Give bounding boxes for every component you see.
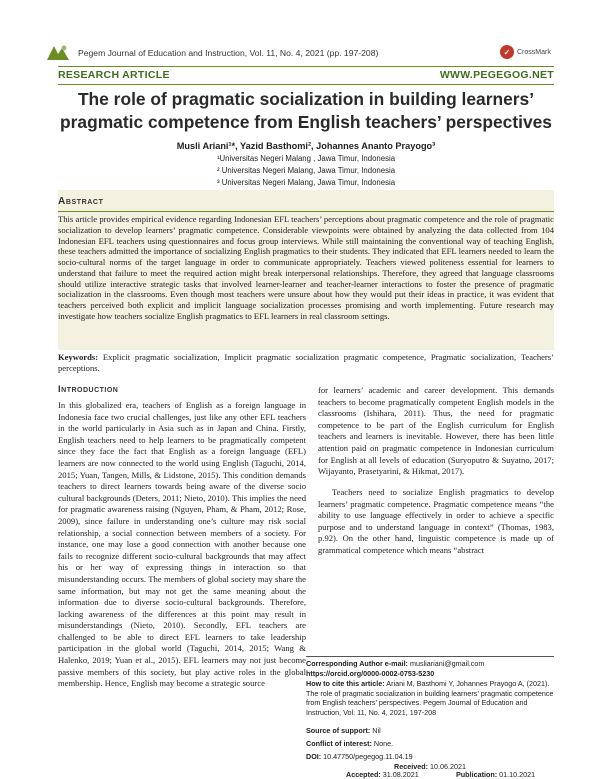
- source-of-support: [306, 726, 554, 736]
- corr-email[interactable]: musliariani@gmail.com: [409, 659, 485, 668]
- author-list: Musli Ariani¹*, Yazid Basthomi², Johannes Ananto Prayogo³: [176, 141, 436, 151]
- affiliation-3: ³ Universitas Negeri Malang, Jawa Timur, Indonesia: [216, 178, 396, 187]
- introduction-right-paragraph-2: Teachers need to socialize English pragmatics to develop learners’ pragmatic competence. Pragmatic competence means “the ability to use language effectively in order to achieve a specific purpose and to understand language in context” (Thomas, 1983, p.92). On the other hand, linguistic competence is made up of grammatical competence which means “abstract: [318, 487, 554, 555]
- conflict-label: Conflict of interest:: [306, 739, 372, 748]
- affiliation-1: ¹Universitas Negeri Malang , Jawa Timur, Indonesia: [216, 154, 396, 163]
- doi: [306, 752, 554, 762]
- affiliation-2: ² Universitas Negeri Malang, Jawa Timur, Indonesia: [216, 166, 396, 175]
- doi-value[interactable]: 10.47750/pegegog.11.04.19: [323, 752, 413, 761]
- keywords: [58, 352, 554, 374]
- support-value: Nil: [372, 726, 381, 735]
- support-label: Source of support:: [306, 726, 371, 735]
- article-title: The role of pragmatic socialization in building learners’ pragmatic competence from English teachers’ perspectives: [60, 89, 552, 132]
- journal-logo: [44, 42, 72, 64]
- citation: [306, 679, 554, 717]
- abstract-heading: Abstract: [58, 196, 104, 207]
- received-value: 10.06.2021: [429, 762, 466, 771]
- journal-website-link[interactable]: WWW.PEGEGOG.NET: [439, 69, 554, 81]
- abstract-text: This article provides empirical evidence regarding Indonesian EFL teachers’ perceptions about pragmatic competence and the role of pragmatic socialization to develop learners’ pragmatic competence. Considerable viewpoints were obtained by analyzing the data collected from 104 Indonesian EFL teachers using questionnaires and focus group interviews. While still maintaining the conventional way of teaching English, these teachers admitted the importance of socializing English pragmatics to their students. They indicated that EFL learners needed to learn the socio-cultural norms of the target language in order to communicate appropriately. Teachers viewed politeness essential for learners to understand that failure to meet the required action might break interpersonal relationships. Therefore, they agreed that language classrooms should utilize interactive strategic tasks that involved learner-learner and teacher-learner interactions to foster the presence of pragmatic socialization in the classrooms. Even though most teachers were unsure about how they would put their ideas in practice, it was evident that teachers perceived both explicit and implicit language socialization processes promising and worth implementing. Future research may investigate how teachers socialize English pragmatics to EFL learners in real classroom settings.: [58, 214, 554, 321]
- section-bar-rule: [58, 84, 554, 85]
- publication-value: 01.10.2021: [499, 770, 536, 779]
- accepted-date: [346, 770, 419, 779]
- introduction-left-column: In this globalized era, teachers of English as a foreign language in Indonesia face two crucial challenges, just like any other EFL teachers in the world particularly in Asia such as in Japan and China. Firstly, English teachers need to help learners to be pragmatically competent since they face the fact that English as a foreign language (EFL) learners are now connected to the world using English (Taguchi, 2014, 2015; Yuan, Tangen, Mills, & Lidstone, 2015). This condition demands teachers to direct learners towards being aware of the diverse socio cultural backgrounds (Deters, 2011; Nieto, 2010). This implies the need for pragmatic awareness raising (Nguyen, Pham, & Pham, 2012; Rose, 2009), since failure in understanding one’s culture may risk social relationship, a social connection between members of a society. For instance, one may lose a good connection with another because one fails to recognize different socio-cultural backgrounds that may affect his or her way of expressing things in interaction so that misunderstanding occurs. The members of global society may share the same information, but may not get the same meaning about the information due to diverse socio-cultural backgrounds. Therefore, lacking awareness of the differences at this point may result in misunderstandings (Nieto, 2010). Secondly, EFL teachers are challenged to be able to direct EFL learners to take leadership participation in the global world (Taguchi, 2014, 2015; Wang & Halenko, 2019; Yuan et al., 2015). EFL learners may not just become passive members of this society, but play active roles in the global membership. Hence, English may become a strategic source: [58, 400, 306, 689]
- received-label: Received:: [394, 762, 428, 771]
- conflict-of-interest: [306, 739, 554, 749]
- cite-text: Ariani M, Basthomi Y, Johannes Prayogo A, (2021). The role of pragmatic socialization in building learners’ pragmatic competence from English teachers’ perspectives. Pegem Journal of Education and Instruction, Vol. 11, No. 4, 2021, 197-208: [306, 679, 554, 717]
- accepted-value: 31.08.2021: [382, 770, 419, 779]
- keywords-label: Keywords:: [58, 352, 99, 362]
- cite-label: How to cite this article:: [306, 679, 385, 688]
- section-bar: [58, 69, 554, 83]
- crossmark-badge[interactable]: [500, 44, 560, 60]
- header-rule: [58, 66, 554, 67]
- footer-rule: [306, 656, 554, 657]
- section-label: RESEARCH ARTICLE: [58, 69, 170, 81]
- conflict-value: None.: [373, 739, 394, 748]
- corr-label: Corresponding Author e-mail:: [306, 659, 408, 668]
- crossmark-label: CrossMark: [517, 48, 551, 56]
- accepted-label: Accepted:: [346, 770, 381, 779]
- orcid-link[interactable]: https://orcid.org/0000-0002-0753-5230: [306, 669, 435, 678]
- introduction-heading: Introduction: [58, 384, 119, 395]
- journal-citation-line: Pegem Journal of Education and Instruction, Vol. 11, No. 4, 2021 (pp. 197-208): [78, 48, 379, 58]
- doi-label: DOI:: [306, 752, 322, 761]
- crossmark-icon: ✓: [500, 45, 514, 59]
- abstract-rule: [58, 211, 554, 212]
- introduction-right-paragraph-1: for learners’ academic and career development. This demands teachers to become pragmatically competent English models in the classrooms (Ishihara, 2011). Thus, the need for pragmatic competence to be part of the English curriculum for English teachers and learners is inevitable. However, there has been little attention paid on pragmatic competence in Indonesian curriculum for English at all levels of education (Suryoputro & Suyatno, 2017; Wijayanto, Prasetyarini, & Hikmat, 2017).: [318, 385, 554, 477]
- publication-date: [456, 770, 535, 779]
- publication-label: Publication:: [456, 770, 498, 779]
- corresponding-author: [306, 659, 554, 669]
- keywords-list: Explicit pragmatic socialization, Implicit pragmatic socialization pragmatic competence, Pragmatic socialization, Teachers’ perceptions.: [58, 352, 555, 373]
